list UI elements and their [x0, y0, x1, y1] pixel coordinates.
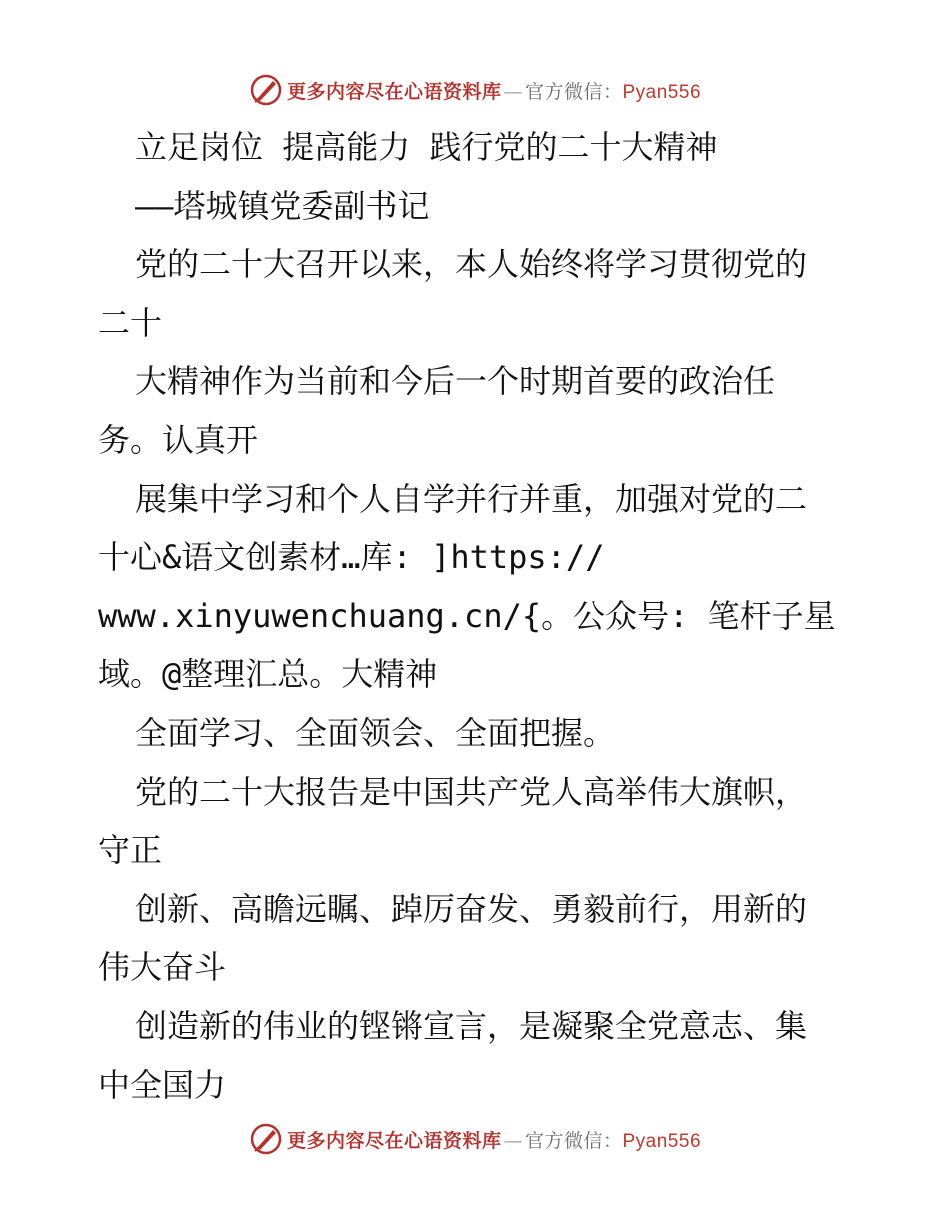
header-watermark-banner — [0, 68, 950, 112]
document-subtitle: ——塔城镇党委副书记 — [135, 186, 430, 225]
banner-separator: — — [503, 1129, 523, 1152]
footer-banner-text — [287, 1126, 701, 1153]
text-line: 创新、高瞻远瞩、踔厉奋发、勇毅前行，用新的 — [135, 889, 808, 928]
text-line: 守正 — [98, 831, 163, 870]
banner-account-id: Pyan556 — [622, 1130, 702, 1152]
text-line: 创造新的伟业的铿锵宣言，是凝聚全党意志、集 — [135, 1006, 808, 1045]
banner-wechat-label: 官方微信： — [524, 1129, 623, 1152]
text-line: 大精神作为当前和今后一个时期首要的政治任 — [135, 362, 776, 401]
text-line: 域。@整理汇总。大精神 — [98, 655, 438, 694]
text-line: 全面学习、全面领会、全面把握。 — [135, 713, 616, 752]
banner-separator: — — [503, 80, 523, 103]
text-line: 展集中学习和个人自学并行并重，加强对党的二 — [135, 479, 808, 518]
document-body — [98, 118, 878, 1114]
quill-pen-logo-icon — [249, 1122, 283, 1156]
document-title: 立足岗位 提高能力 践行党的二十大精神 — [135, 128, 718, 166]
footer-watermark-banner — [0, 1117, 950, 1161]
header-banner-text — [287, 77, 701, 104]
banner-library-text: 更多内容尽在心语资料库 — [286, 80, 502, 103]
text-line: 党的二十大召开以来，本人始终将学习贯彻党的 — [135, 245, 808, 284]
text-line: 十心&语文创素材…库: ]https:// — [98, 538, 605, 577]
text-line: 伟大奋斗 — [98, 948, 227, 987]
banner-library-text: 更多内容尽在心语资料库 — [286, 1129, 502, 1152]
banner-wechat-label: 官方微信： — [524, 80, 623, 103]
text-line: 二十 — [98, 303, 163, 342]
text-line: 党的二十大报告是中国共产党人高举伟大旗帜， — [135, 772, 808, 811]
text-line: 中全国力 — [98, 1065, 227, 1104]
quill-pen-logo-icon — [249, 73, 283, 107]
text-line: www.xinyuwenchuang.cn/{。公众号: 笔杆子星 — [98, 596, 836, 635]
text-line: 务。认真开 — [98, 420, 259, 459]
banner-account-id: Pyan556 — [622, 81, 702, 103]
